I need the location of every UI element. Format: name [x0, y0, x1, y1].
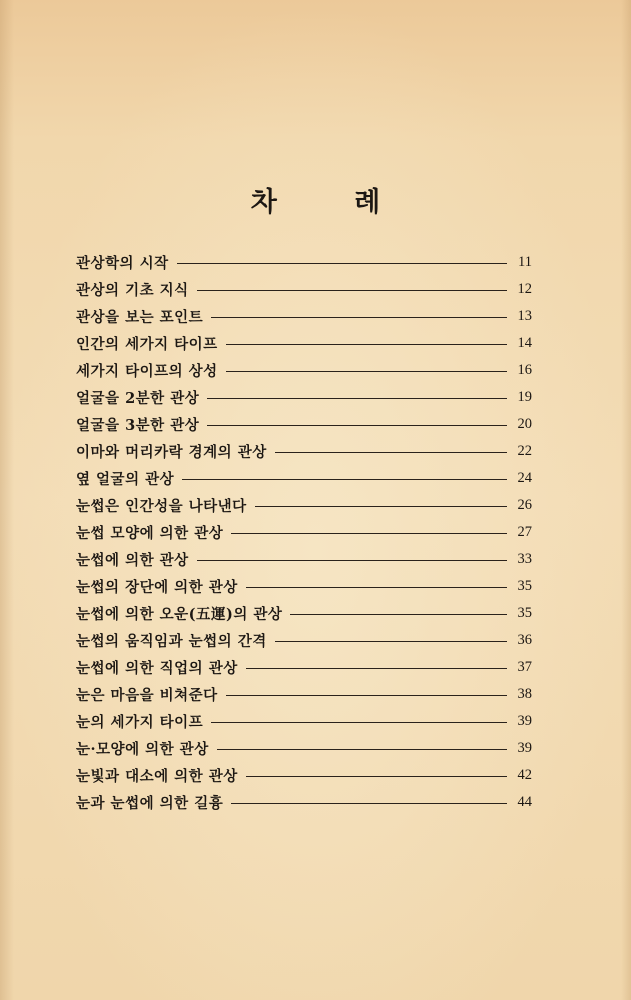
toc-entry-title: 눈과 눈썹에 의한 길흉 [76, 795, 224, 812]
toc-entry [76, 627, 532, 654]
toc-entry-title: 세가지 타이프의 상성 [76, 363, 218, 380]
toc-entry-title: 얼굴을 2분한 관상 [76, 390, 200, 407]
toc-leader-line [290, 614, 507, 615]
toc-entry-title: 인간의 세가지 타이프 [76, 336, 218, 353]
toc-entry-page-number: 35 [517, 605, 532, 621]
toc-entry-title: 눈썹에 의한 오운(五運)의 관상 [76, 606, 283, 623]
toc-entry-page-number: 19 [517, 389, 532, 405]
toc-leader-line [246, 587, 507, 588]
toc-entry [76, 600, 532, 627]
toc-entry-page-number: 33 [517, 551, 532, 567]
toc-entry-page-number: 37 [517, 659, 532, 675]
toc-entry-title: 눈썹에 의한 직업의 관상 [76, 660, 238, 677]
toc-entry-title: 관상의 기초 지식 [76, 282, 189, 299]
toc-entry-page-number: 24 [517, 470, 532, 486]
toc-entry-title: 눈·모양에 의한 관상 [76, 741, 209, 758]
toc-leader-line [246, 668, 507, 669]
toc-entry-title: 눈썹에 의한 관상 [76, 552, 189, 569]
toc-entry [76, 735, 532, 762]
toc-entry-page-number: 38 [517, 686, 532, 702]
toc-entry [76, 681, 532, 708]
toc-entry-title: 관상학의 시작 [76, 255, 169, 272]
toc-entry-title: 눈은 마음을 비쳐준다 [76, 687, 218, 704]
toc-entry [76, 276, 532, 303]
toc-leader-line [226, 695, 507, 696]
toc-entry [76, 708, 532, 735]
toc-leader-line [177, 263, 507, 264]
toc-leader-line [255, 506, 507, 507]
toc-entry-title: 눈썹의 장단에 의한 관상 [76, 579, 238, 596]
toc-leader-line [197, 290, 507, 291]
toc-entry [76, 303, 532, 330]
toc-entry-title: 눈썹의 움직임과 눈썹의 간격 [76, 633, 267, 650]
toc-entry-title: 눈썹은 인간성을 나타낸다 [76, 498, 247, 515]
toc-entry-page-number: 22 [517, 443, 532, 459]
toc-leader-line [275, 452, 507, 453]
toc-entry-page-number: 16 [517, 362, 532, 378]
toc-entry-page-number: 27 [517, 524, 532, 540]
toc-entry-title: 얼굴을 3분한 관상 [76, 417, 200, 434]
toc-leader-line [231, 533, 507, 534]
toc-leader-line [211, 722, 507, 723]
toc-entry-page-number: 14 [517, 335, 532, 351]
toc-entry [76, 438, 532, 465]
toc-entry-page-number: 12 [517, 281, 532, 297]
toc-entry-page-number: 44 [517, 794, 532, 810]
toc-entry [76, 762, 532, 789]
page-title: 차 례 [250, 187, 415, 218]
toc-entry-title: 이마와 머리카락 경계의 관상 [76, 444, 267, 461]
toc-leader-line [207, 398, 507, 399]
toc-leader-line [226, 344, 507, 345]
toc-entry-title: 관상을 보는 포인트 [76, 309, 204, 326]
toc-entry [76, 573, 532, 600]
toc-entry-page-number: 20 [517, 416, 532, 432]
page-edge-shadow-right [621, 0, 631, 1000]
toc-entry [76, 519, 532, 546]
toc-leader-line [217, 749, 507, 750]
toc-entry [76, 249, 532, 276]
toc-entry-page-number: 42 [517, 767, 532, 783]
toc-entry-page-number: 11 [518, 254, 532, 270]
toc-entry [76, 789, 532, 816]
toc-entry [76, 654, 532, 681]
toc-entry-page-number: 13 [517, 308, 532, 324]
toc-leader-line [197, 560, 507, 561]
toc-leader-line [207, 425, 507, 426]
toc-leader-line [226, 371, 507, 372]
table-of-contents [76, 249, 532, 816]
toc-leader-line [211, 317, 507, 318]
toc-entry [76, 492, 532, 519]
toc-leader-line [231, 803, 507, 804]
toc-entry-title: 눈썹 모양에 의한 관상 [76, 525, 224, 542]
toc-entry [76, 546, 532, 573]
toc-entry-page-number: 35 [517, 578, 532, 594]
toc-leader-line [246, 776, 507, 777]
toc-leader-line [182, 479, 507, 480]
toc-entry [76, 465, 532, 492]
toc-entry-page-number: 39 [517, 713, 532, 729]
toc-leader-line [275, 641, 507, 642]
toc-entry [76, 330, 532, 357]
toc-entry [76, 357, 532, 384]
toc-entry-page-number: 36 [517, 632, 532, 648]
toc-entry-title: 눈빛과 대소에 의한 관상 [76, 768, 238, 785]
toc-entry-page-number: 26 [517, 497, 532, 513]
toc-entry-page-number: 39 [517, 740, 532, 756]
toc-entry [76, 411, 532, 438]
page-edge-shadow-left [0, 0, 14, 1000]
toc-entry [76, 384, 532, 411]
toc-entry-title: 눈의 세가지 타이프 [76, 714, 204, 731]
toc-entry-title: 옆 얼굴의 관상 [76, 471, 175, 488]
